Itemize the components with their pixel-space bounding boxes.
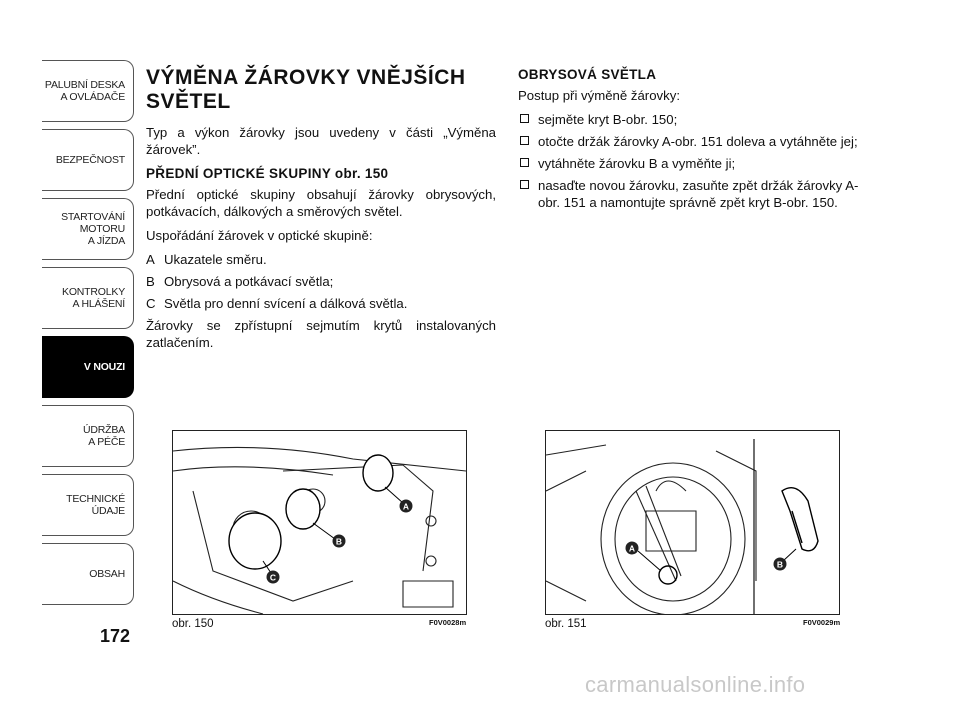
tab-obsah[interactable] <box>42 543 134 605</box>
list-item <box>146 273 496 290</box>
figure-code: F0V0028m <box>429 618 467 627</box>
tab-udrzba[interactable] <box>42 405 134 467</box>
tab-technicke-udaje[interactable] <box>42 474 134 536</box>
watermark: carmanualsonline.info <box>585 672 806 697</box>
list-item <box>146 295 496 312</box>
list-item <box>518 177 876 211</box>
item-text: Obrysová a potkávací světla; <box>164 274 334 289</box>
bulb-holder-illustration <box>546 431 839 614</box>
item-key: B <box>146 274 155 289</box>
paragraph: Přední optické skupiny obsahují žárovky obrysových, potkávacích, dálkových a směrových světel. <box>146 187 496 219</box>
callout-badges <box>626 542 787 571</box>
tab-label: STARTOVÁNÍ MOTORU A JÍZDA <box>61 211 125 247</box>
figure-headlamp-overview <box>172 430 467 615</box>
left-column <box>146 66 496 358</box>
tab-palubni-deska[interactable] <box>42 60 134 122</box>
item-key: C <box>146 296 156 311</box>
item-text: Ukazatele směru. <box>164 252 267 267</box>
tab-label: ÚDRŽBA A PÉČE <box>83 424 125 448</box>
checkbox-bullet-icon <box>520 136 529 145</box>
tab-v-nouzi[interactable] <box>42 336 134 398</box>
item-text: sejměte kryt B-obr. 150; <box>538 112 678 127</box>
chapter-tabs <box>42 60 136 612</box>
intro-text: Typ a výkon žárovky jsou uvedeny v části „Výměna žárovek”. <box>146 125 496 157</box>
item-key: A <box>146 252 155 267</box>
callout-b: B <box>776 559 784 570</box>
figure-caption: obr. 150 <box>172 618 214 630</box>
right-column <box>518 66 876 216</box>
tab-label: BEZPEČNOST <box>55 154 125 166</box>
page-title: VÝMĚNA ŽÁROVKY VNĚJŠÍCH SVĚTEL <box>146 66 466 113</box>
checkbox-bullet-icon <box>520 114 529 123</box>
section-heading: OBRYSOVÁ SVĚTLA <box>518 67 657 82</box>
callout-a: A <box>402 501 410 512</box>
callout-c: C <box>269 572 277 583</box>
checkbox-bullet-icon <box>520 180 529 189</box>
list-item <box>518 111 876 128</box>
tab-label: OBSAH <box>89 568 125 580</box>
paragraph: Uspořádání žárovek v optické skupině: <box>146 228 373 243</box>
figure-caption: obr. 151 <box>545 618 587 630</box>
step-list <box>518 111 876 211</box>
page-number: 172 <box>100 626 131 646</box>
list-item <box>146 251 496 268</box>
item-text: otočte držák žárovky A-obr. 151 doleva a vytáhněte jej; <box>538 134 858 149</box>
checkbox-bullet-icon <box>520 158 529 167</box>
section-heading: PŘEDNÍ OPTICKÉ SKUPINY obr. 150 <box>146 166 389 181</box>
headlamp-illustration <box>173 431 466 614</box>
tab-bezpecnost[interactable] <box>42 129 134 191</box>
list-item <box>518 133 876 150</box>
tab-kontrolky[interactable] <box>42 267 134 329</box>
list-item <box>518 155 876 172</box>
figure-code: F0V0029m <box>803 618 841 627</box>
tab-label: V NOUZI <box>83 361 125 373</box>
item-text: nasaďte novou žárovku, zasuňte zpět držák žárovky A-obr. 151 a namontujte správně zpět kryt B-obr. 150. <box>538 178 859 210</box>
item-text: Světla pro denní svícení a dálková světla. <box>164 296 408 311</box>
tab-label: PALUBNÍ DESKA A OVLÁDAČE <box>44 79 125 103</box>
callout-a: A <box>628 543 636 554</box>
paragraph: Žárovky se zpřístupní sejmutím krytů instalovaných zatlačením. <box>146 318 496 350</box>
callout-b: B <box>335 536 343 547</box>
intro-text: Postup při výměně žárovky: <box>518 88 680 103</box>
tab-startovani[interactable] <box>42 198 134 260</box>
tab-label: KONTROLKY A HLÁŠENÍ <box>62 286 125 310</box>
tab-label: TECHNICKÉ ÚDAJE <box>66 493 125 517</box>
item-text: vytáhněte žárovku B a vyměňte ji; <box>538 156 736 171</box>
figure-bulb-holder <box>545 430 840 615</box>
